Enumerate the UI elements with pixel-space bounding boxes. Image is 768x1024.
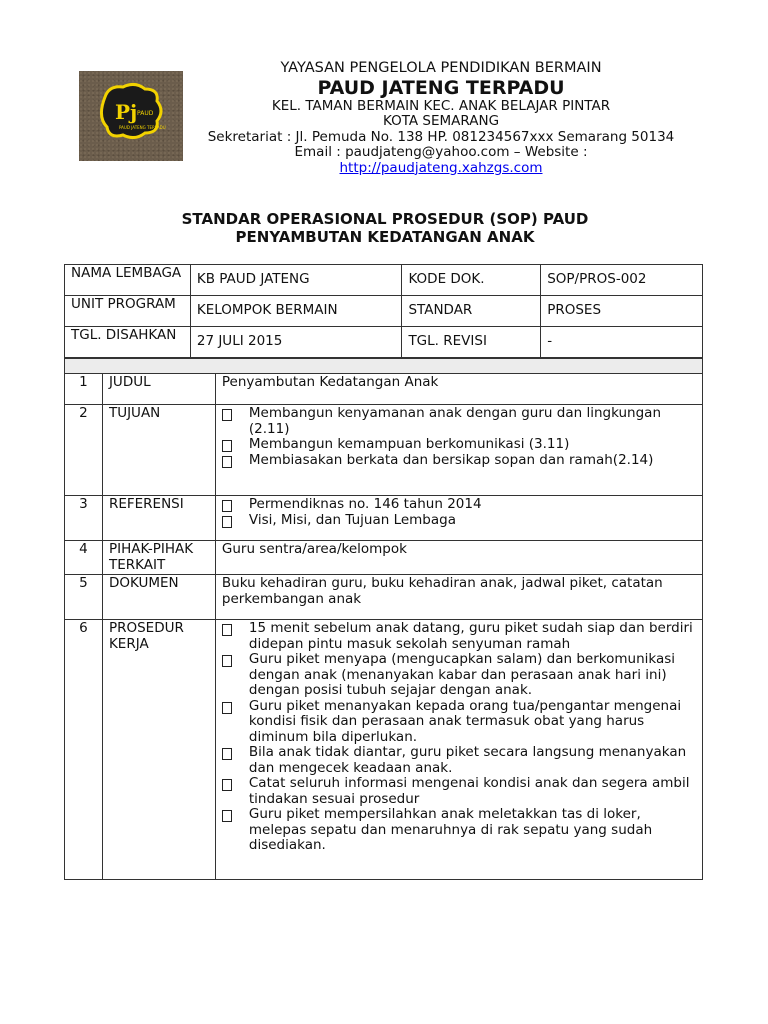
paud-logo bbox=[79, 71, 183, 161]
sop-row-referensi bbox=[65, 496, 703, 541]
title-line-2: PENYAMBUTAN KEDATANGAN ANAK bbox=[235, 228, 535, 246]
row-number: 3 bbox=[65, 496, 103, 541]
row-number: 1 bbox=[65, 374, 103, 405]
row-number: 2 bbox=[65, 405, 103, 496]
info-row bbox=[65, 296, 703, 327]
list-item: 15 menit sebelum anak datang, guru piket sudah siap dan berdiri didepan pintu masuk sekolah senyuman ramah bbox=[222, 621, 696, 652]
nama-label: NAMA LEMBAGA bbox=[65, 265, 191, 296]
document-title bbox=[100, 210, 670, 246]
list-item: Membangun kenyamanan anak dengan guru dan lingkungan (2.11) bbox=[222, 406, 696, 437]
website-link[interactable]: http://paudjateng.xahzgs.com bbox=[339, 159, 543, 176]
sop-row-prosedur bbox=[65, 620, 703, 880]
list-item: Guru piket mempersilahkan anak meletakkan tas di loker, melepas sepatu dan menaruhnya di rak sepatu yang sudah disediakan. bbox=[222, 807, 696, 854]
row-label: DOKUMEN bbox=[102, 575, 215, 620]
list-item: Catat seluruh informasi mengenai kondisi anak dan segera ambil tindakan sesuai prosedur bbox=[222, 776, 696, 807]
bullet-box-icon bbox=[222, 500, 232, 512]
list-item: Membiasakan berkata dan bersikap sopan dan ramah(2.14) bbox=[222, 453, 696, 469]
institution-name: PAUD JATENG TERPADU bbox=[317, 76, 565, 99]
bullet-box-icon bbox=[222, 779, 232, 791]
bullet-box-icon bbox=[222, 810, 232, 822]
unit-value: KELOMPOK BERMAIN bbox=[190, 296, 402, 327]
institution-subtitle: KEL. TAMAN BERMAIN KEC. ANAK BELAJAR PINTAR bbox=[271, 97, 611, 114]
row-text: Buku kehadiran guru, buku kehadiran anak, jadwal piket, catatan perkembangan anak bbox=[215, 575, 702, 620]
kode-label: KODE DOK. bbox=[402, 265, 541, 296]
logo-subtext: PAUD JATENG TERPADU bbox=[119, 125, 166, 130]
nama-value: KB PAUD JATENG bbox=[190, 265, 402, 296]
unit-label: UNIT PROGRAM bbox=[65, 296, 191, 327]
list-item: Guru piket menyapa (mengucapkan salam) dan berkomunikasi dengan anak (menanyakan kabar dan perasaan anak hari ini) dengan posisi tubuh sejajar dengan anak. bbox=[222, 652, 696, 699]
info-row bbox=[65, 327, 703, 358]
list-item: Guru piket menanyakan kepada orang tua/pengantar mengenai kondisi fisik dan perasaan anak termasuk obat yang harus diminum bila diperlukan. bbox=[222, 699, 696, 746]
bullet-box-icon bbox=[222, 655, 232, 667]
row-number: 4 bbox=[65, 541, 103, 575]
email-line: Email : paudjateng@yahoo.com – Website : bbox=[294, 144, 588, 160]
info-table bbox=[64, 264, 703, 358]
secretariat-address: Sekretariat : Jl. Pemuda No. 138 HP. 081234567xxx Semarang 50134 bbox=[207, 128, 675, 145]
sop-row-pihak bbox=[65, 541, 703, 575]
foundation-name: YAYASAN PENGELOLA PENDIDIKAN BERMAIN bbox=[280, 60, 602, 76]
bullet-list bbox=[222, 497, 696, 528]
bullet-box-icon bbox=[222, 516, 232, 528]
info-row bbox=[65, 265, 703, 296]
revisi-label: TGL. REVISI bbox=[402, 327, 541, 358]
bullet-box-icon bbox=[222, 456, 232, 468]
row-text: Guru sentra/area/kelompok bbox=[215, 541, 702, 575]
row-label: PIHAK-PIHAK TERKAIT bbox=[102, 541, 215, 575]
institution-city: KOTA SEMARANG bbox=[382, 113, 500, 129]
row-label: REFERENSI bbox=[102, 496, 215, 541]
bullet-list bbox=[222, 406, 696, 468]
bullet-box-icon bbox=[222, 409, 232, 421]
standar-value: PROSES bbox=[541, 296, 703, 327]
tgl-value: 27 JULI 2015 bbox=[190, 327, 402, 358]
bullet-list bbox=[222, 621, 696, 854]
spacer-row bbox=[65, 359, 703, 374]
list-item: Membangun kemampuan berkomunikasi (3.11) bbox=[222, 437, 696, 453]
tgl-label: TGL. DISAHKAN bbox=[65, 327, 191, 358]
kode-value: SOP/PROS-002 bbox=[541, 265, 703, 296]
sop-table bbox=[64, 358, 703, 880]
list-item: Visi, Misi, dan Tujuan Lembaga bbox=[222, 513, 696, 529]
revisi-value: - bbox=[541, 327, 703, 358]
bullet-box-icon bbox=[222, 624, 232, 636]
row-text: Penyambutan Kedatangan Anak bbox=[215, 374, 702, 405]
title-line-1: STANDAR OPERASIONAL PROSEDUR (SOP) PAUD bbox=[181, 210, 589, 228]
sop-row-dokumen bbox=[65, 575, 703, 620]
row-number: 6 bbox=[65, 620, 103, 880]
list-item: Bila anak tidak diantar, guru piket secara langsung menanyakan dan mengecek keadaan anak. bbox=[222, 745, 696, 776]
sop-row-tujuan bbox=[65, 405, 703, 496]
row-label: TUJUAN bbox=[102, 405, 215, 496]
sop-row-judul bbox=[65, 374, 703, 405]
list-item: Permendiknas no. 146 tahun 2014 bbox=[222, 497, 696, 513]
bullet-box-icon bbox=[222, 440, 232, 452]
row-label: JUDUL bbox=[102, 374, 215, 405]
logo-text: Pj bbox=[115, 100, 138, 124]
letterhead bbox=[200, 61, 682, 176]
bullet-box-icon bbox=[222, 702, 232, 714]
row-number: 5 bbox=[65, 575, 103, 620]
svg-text:PAUD: PAUD bbox=[137, 110, 154, 117]
standar-label: STANDAR bbox=[402, 296, 541, 327]
bullet-box-icon bbox=[222, 748, 232, 760]
logo-emblem bbox=[79, 71, 183, 161]
row-label: PROSEDUR KERJA bbox=[102, 620, 215, 880]
